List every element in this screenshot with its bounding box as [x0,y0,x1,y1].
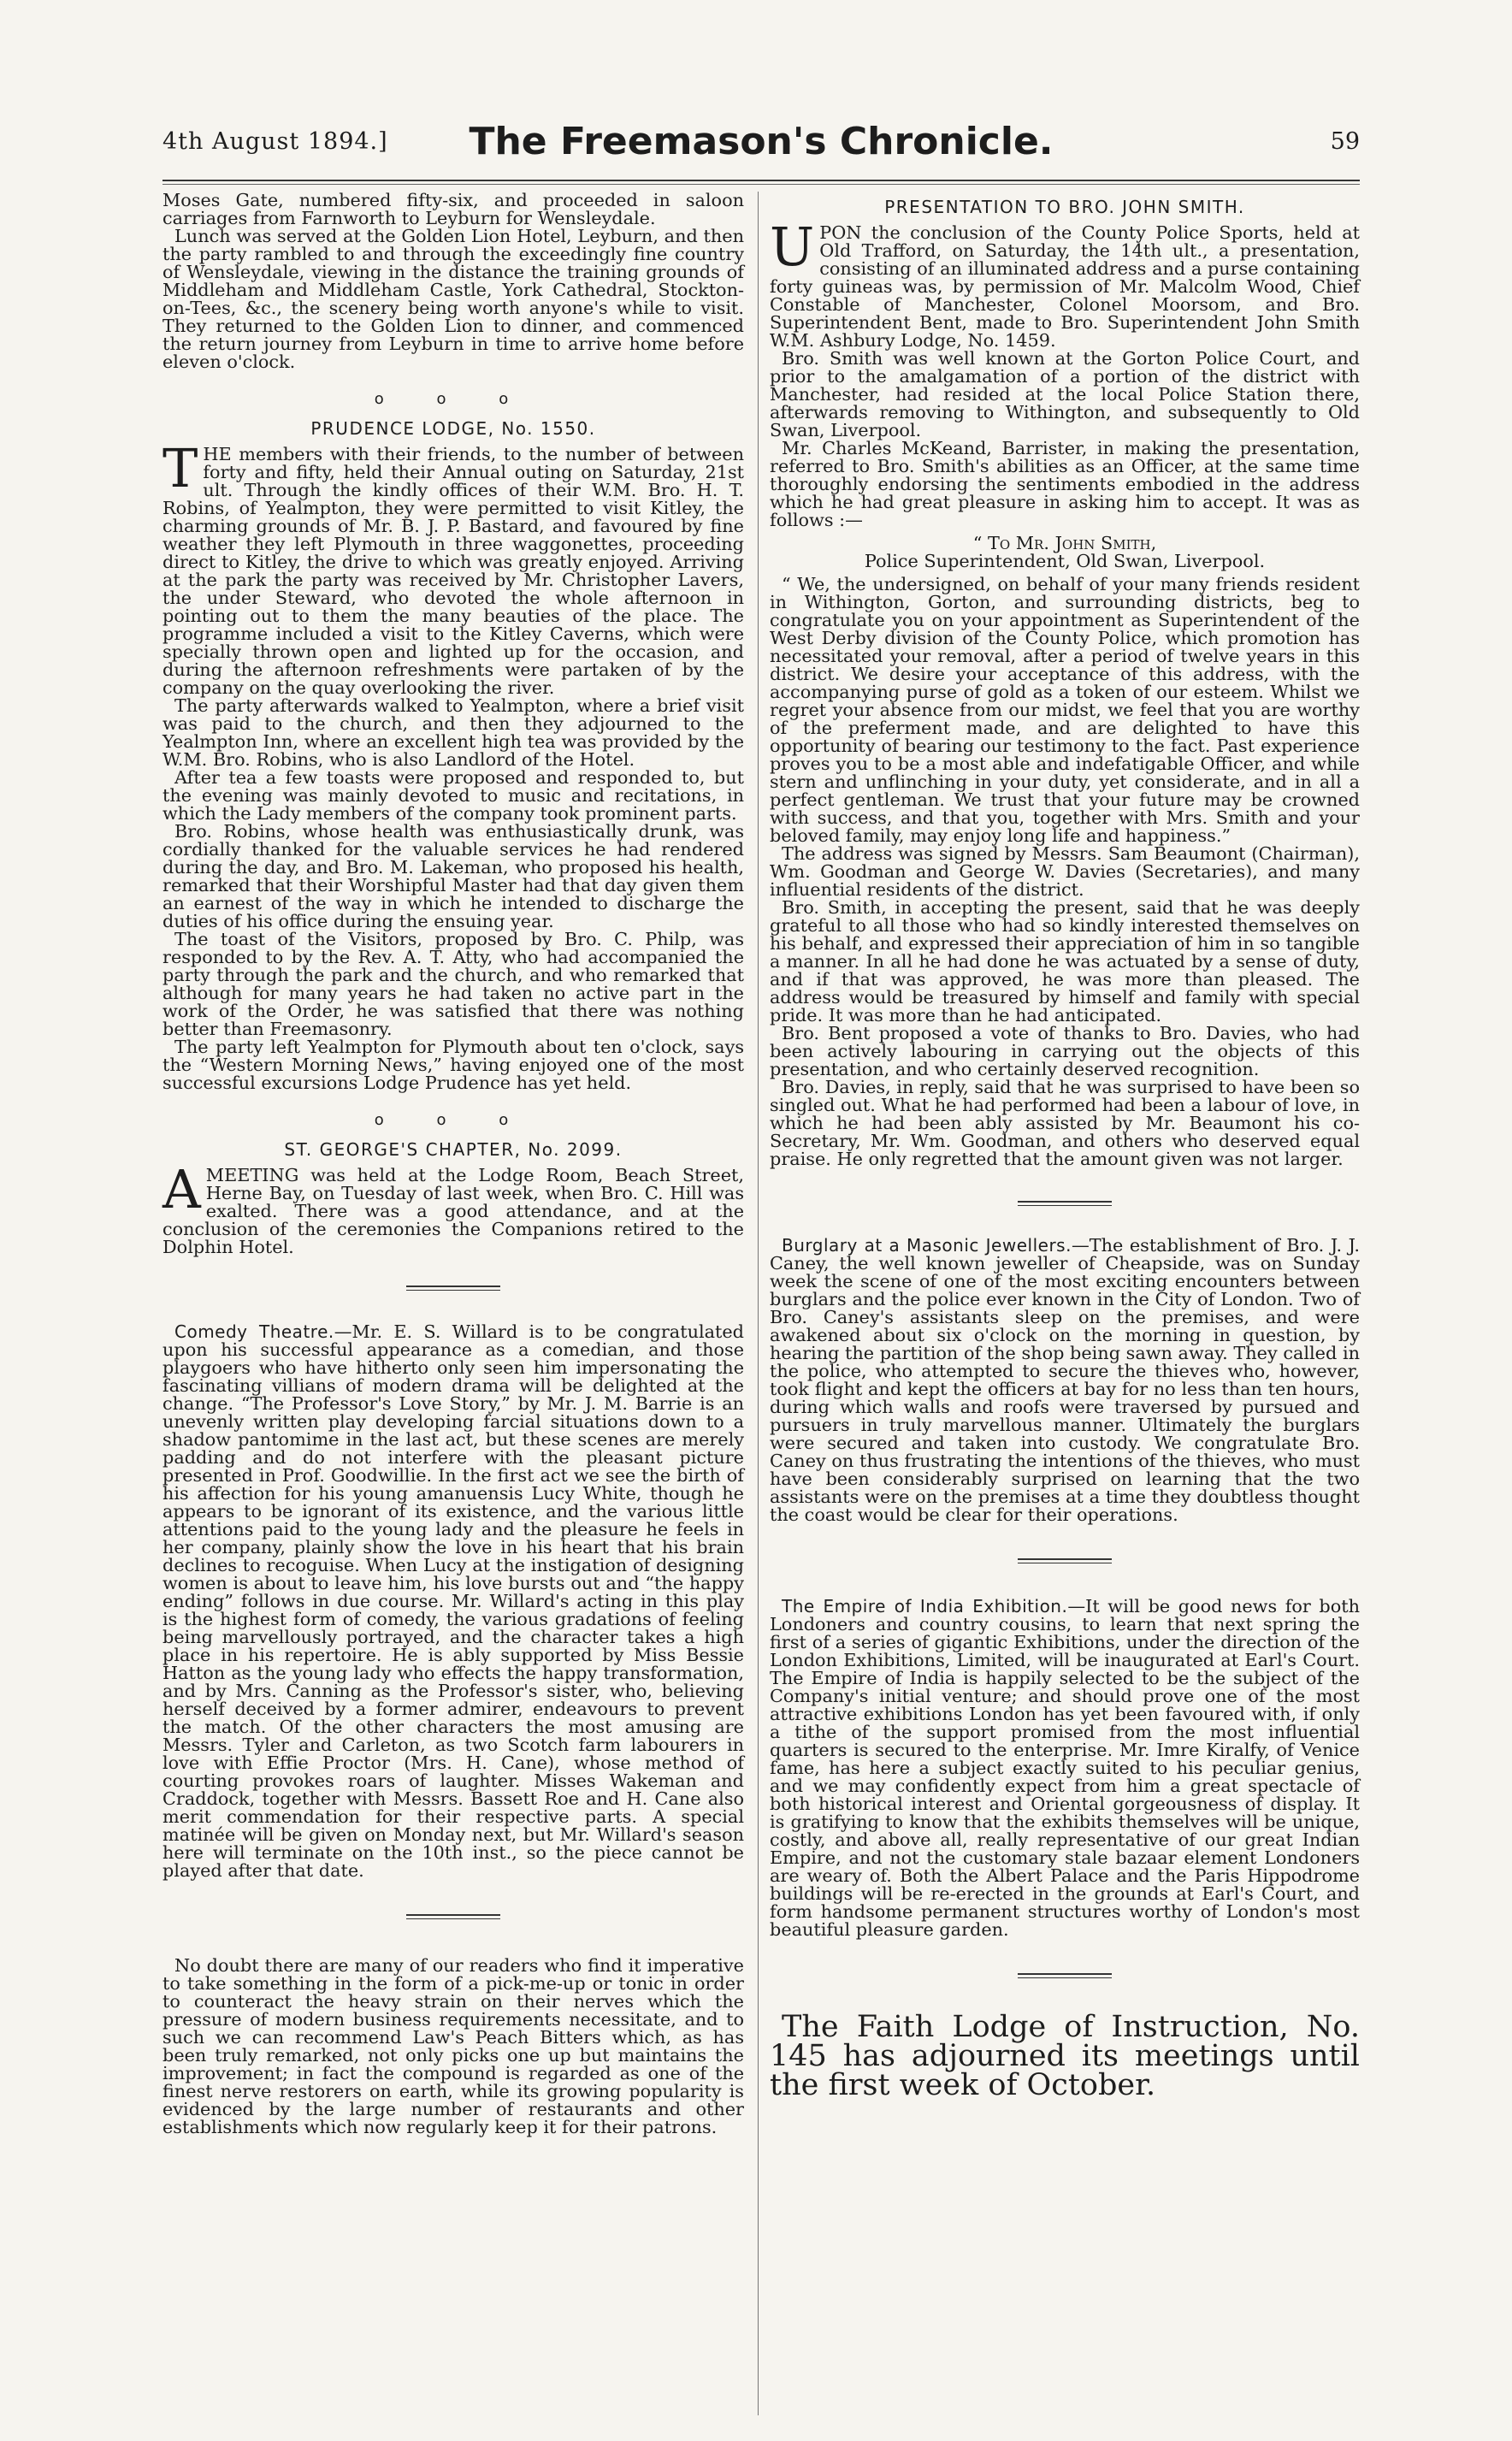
article-paragraph: UPON the conclusion of the County Police Sports, held at Old Trafford, on Saturday, the 14th ult., a presentation, consisting of an illuminated address and a purse containing forty guineas was, by permission of Mr. Malcolm Wood, Chief Constable of Manchester, Colonel Moorsom, and Bro. Superintendent Bent, made to Bro. Superintendent John Smith W.M. Ashbury Lodge, No. 1459. [770,216,1360,351]
article-paragraph: The Empire of India Exhibition.—It will be good news for both Londoners and country cousins, to learn that next spring the first of a series of gigantic Exhibitions, under the direction of the London Exhibitions, Limited, will be inaugurated at Earl's Court. The Empire of India is happily selected to be the subject of the Company's initial venture; and should prove one of the most attractive exhibitions London has yet been favoured with, if only a tithe of the support promised from the most influential quarters is secured to the enterprise. Mr. Imre Kiralfy, of Venice fame, has here a subject exactly suited to his peculiar genius, and we may confidently expect from him a great spectacle of both historical interest and Oriental gorgeousness of display. It is gratifying to know that the exhibits themselves will be unique, costly, and above all, really representative of our great Indian Empire, and not the customary stale bazaar element Londoners are weary of. Both the Albert Palace and the Paris Hippodrome buildings will be re-erected in the grounds at Earl's Court, and form handsome permanent structures worthy of London's most beautiful pleasure garden. [770,1596,1360,1940]
article-paragraph: Burglary at a Masonic Jewellers.—The establishment of Bro. J. J. Caney, the well known jeweller of Cheapside, was on Sunday week the scene of one of the most exciting encounters between burglars and the police ever known in the City of London. Two of Bro. Caney's assistants sleep on the premises, and were awakened about six o'clock on the morning in question, by hearing the partition of the shop being sawn away. They called in the police, who attempted to secure the thieves who, however, took flight and kept the officers at bay for no less than ten hours, during which walls and roofs were traversed by pursued and pursuers in truly marvellous manner. Ultimately the burglars were secured and taken into custody. We congratulate Bro. Caney on thus frustrating the intentions of the thieves, who must have been considerably surprised on learning that the two assistants were on the premises at a time they doubtless thought the coast would be clear for their operations. [770,1235,1361,1525]
run-in-heading: Burglary at a Masonic Jewellers. [782,1235,1072,1256]
divider-rule [406,1286,500,1291]
page-header [162,120,1360,168]
article-paragraph: The toast of the Visitors, proposed by Bro. C. Philp, was responded to by the Rev. A. T. Atty, who had accompanied the party through the park and the church, and who remarked that although for many years he had taken no active part in the work of the Order, he was satisfied that there was nothing better than Freemasonry. [162,929,744,1039]
issue-date: 4th August 1894.] [162,128,388,155]
drop-cap: U [770,216,815,278]
divider-rule [1018,1558,1112,1563]
article-paragraph: The address was signed by Messrs. Sam Beaumont (Chairman), Wm. Goodman and George W. Davies (Secretaries), and many influential residents of the district. [770,843,1360,900]
article-paragraph: THE members with their friends, to the number of between forty and fifty, held their Annual outing on Saturday, 21st ult. Through the kindly offices of their W.M. Bro. H. T. Robins, of Yealmpton, they were permitted to visit Kitley, the charming grounds of Mr. B. J. P. Bastard, and favoured by fine weather they left Plymouth in three waggonettes, proceeding direct to Kitley, the drive to which was greatly enjoyed. Arriving at the park the party was received by Mr. Christopher Lavers, the under Steward, who devoted the whole afternoon in pointing out to them the many beauties of the place. The programme included a visit to the Kitley Caverns, which were specially thrown open and lighted up for the occasion, and during the afternoon refreshments were partaken of by the company on the quay overlooking the river. [162,437,744,698]
article-paragraph: The party left Yealmpton for Plymouth about ten o'clock, says the “Western Morning News,” having enjoyed one of the most successful excursions Lodge Prudence has yet held. [162,1037,744,1093]
article-paragraph: Bro. Davies, in reply, said that he was surprised to have been so singled out. What he had performed had been a labour of love, in which he had been ably assisted by Mr. Beaumont his co-Secretary, Mr. Wm. Goodman, and others who deserved equal praise. He only regretted that the amount given was not larger. [770,1077,1360,1169]
run-in-heading: The Empire of India Exhibition. [782,1596,1068,1616]
page-number: 59 [1330,128,1360,155]
article-paragraph: Moses Gate, numbered fifty-six, and proceeded in saloon carriages from Farnworth to Leyburn for Wensleydale. [162,190,744,228]
article-paragraph: Bro. Smith, in accepting the present, said that he was deeply grateful to all those who had so kindly interested themselves on his behalf, and expressed their appreciation of him in so tangible a manner. In all he had done he was actuated by a sense of duty, and if that was approved, he was more than pleased. The address would be treasured by himself and family with special pride. It was more than he had anticipated. [770,897,1360,1025]
address-salutation: “ To Mr. John Smith, [972,533,1157,553]
column-divider [758,192,759,2415]
article-paragraph: Comedy Theatre.—Mr. E. S. Willard is to be congratulated upon his successful appearance as a comedian, and those playgoers who have hitherto only seen him impersonating the fascinating villians of modern drama will be delighted at the change. “The Professor's Love Story,” by Mr. J. M. Barrie is an unevenly written play developing farcial situations down to a shadow pantomime in the last act, but these scenes are merely padding and do not interfere with the pleasant picture presented in Prof. Goodwillie. In the first act we see the birth of his affection for his young amanuensis Lucy White, though he appears to be ignorant of its existence, and the various little attentions paid to the young lady and the pleasure he feels in her company, plainly show the love in his heart that his brain declines to recoguise. When Lucy at the instigation of designing women is about to leave him, his love bursts out and “the happy ending” follows in due course. Mr. Willard's acting in this play is the highest form of comedy, the various gradations of feeling being marvellously portrayed, and the character takes a high place in his repertoire. He is ably supported by Miss Bessie Hatton as the young lady who effects the happy transformation, and by Mrs. Canning as the Professor's sister, who, believing herself deceived by a former admirer, endeavours to prevent the match. Of the other characters the most amusing are Messrs. Tyler and Carleton, as two Scotch farm labourers in love with Effie Proctor (Mrs. H. Cane), whose method of courting provokes roars of laughter. Misses Wakeman and Craddock, together with Messrs. Bassett Roe and H. Cane also merit commendation for their respective parts. A special matinée will be given on Monday next, but Mr. Willard's season here will terminate on the 10th inst., so the piece cannot be played after that date. [162,1321,744,1881]
divider-rule [1018,1201,1112,1206]
divider-rule [406,1914,500,1919]
section-heading: PRUDENCE LODGE, No. 1550. [310,418,596,439]
section-heading: PRESENTATION TO BRO. JOHN SMITH. [884,197,1245,217]
article-paragraph: After tea a few toasts were proposed and responded to, but the evening was mainly devoted to music and recitations, in which the Lady members of the company took prominent parts. [162,767,744,824]
article-paragraph: The party afterwards walked to Yealmpton, where a brief visit was paid to the church, and then they adjourned to the Yealmpton Inn, where an excellent high tea was provided by the W.M. Bro. Robins, who is also Landlord of the Hotel. [162,695,744,770]
article-paragraph: No doubt there are many of our readers who find it imperative to take something in the form of a pick-me-up or tonic in order to counteract the heavy strain on their nerves which the pressure of modern business requirements necessitate, and to such we can recommend Law's Peach Bitters which, as has been truly remarked, not only picks one up but maintains the improvement; in fact the compound is regarded as one of the finest nerve restorers on earth, while its growing popularity is evidenced by the large number of restaurants and other establishments which now regularly keep it for their patrons. [162,1955,744,2137]
article-paragraph: Bro. Smith was well known at the Gorton Police Court, and prior to the amalgamation of a portion of the district with Manchester, had resided at the local Police Station there, afterwards removing to Withington, and subsequently to Old Swan, Liverpool. [770,348,1360,440]
drop-cap: T [162,437,198,499]
section-separator: o o o [374,1111,533,1129]
section-separator: o o o [374,390,533,408]
article-paragraph: AMEETING was held at the Lodge Room, Beach Street, Herne Bay, on Tuesday of last week, when Bro. C. Hill was exalted. There was a good attendance, and at the conclusion of the ceremonies the Companions retired to the Dolphin Hotel. [162,1158,744,1257]
article-paragraph: Bro. Bent proposed a vote of thanks to Bro. Davies, who had been actively labouring in carrying out the objects of this presentation, and who certainly deserved recognition. [770,1023,1360,1079]
article-paragraph: Bro. Robins, whose health was enthusiastically drunk, was cordially thanked for the valuable services he had rendered during the day, and Bro. M. Lakeman, who proposed his health, remarked that their Worshipful Master had that day given them an earnest of the way in which he intended to discharge the duties of his office during the ensuing year. [162,821,744,931]
section-heading: ST. GEORGE'S CHAPTER, No. 2099. [284,1139,623,1160]
left-column [162,192,744,2137]
article-paragraph: Mr. Charles McKeand, Barrister, in making the presentation, referred to Bro. Smith's abilities as an Officer, at the same time thoroughly endorsing the sentiments embodied in the address which he had great pleasure in asking him to accept. It was as follows :— [770,438,1360,530]
divider-rule [1018,1973,1112,1978]
masthead-title: The Freemason's Chronicle. [469,120,1054,163]
header-rule-thin [162,184,1360,185]
address-text: “ We, the undersigned, on behalf of your many friends resident in Withington, Gorton, and surrounding districts, beg to congratulate you on your appointment as Superintendent of the West Derby division of the County Police, which promotion has necessitated your removal, after a period of twelve years in this district. We desire your acceptance of this address, with the accompanying purse of gold as a token of our esteem. Whilst we regret your absence from our midst, we feel that you are worthy of the preferment made, and are delighted to have this opportunity of bearing our testimony to the fact. Past experience proves you to be a most able and indefatigable Officer, and while stern and unflinching in your duty, yet considerate, and in all a perfect gentleman. We trust that your future may be crowned with success, and that you, together with Mrs. Smith and your beloved family, may enjoy long life and happiness.” [770,574,1360,846]
notice-paragraph: The Faith Lodge of Instruction, No. 145 has adjourned its meetings until the first week of October. [770,2010,1360,2102]
right-column [770,192,1360,2100]
article-paragraph: Lunch was served at the Golden Lion Hotel, Leyburn, and then the party rambled to and through the exceedingly fine country of Wensleydale, viewing in the distance the training grounds of Middleham and Middleham Castle, York Cathedral, Stockton-on-Tees, &c., the scenery being worth anyone's while to visit. They returned to the Golden Lion to dinner, and commenced the return journey from Leyburn in time to arrive home before eleven o'clock. [162,226,744,372]
run-in-heading: Comedy Theatre. [174,1321,334,1342]
header-rule [162,180,1360,181]
address-subtitle: Police Superintendent, Old Swan, Liverpool. [864,551,1266,571]
drop-cap: A [162,1158,201,1220]
